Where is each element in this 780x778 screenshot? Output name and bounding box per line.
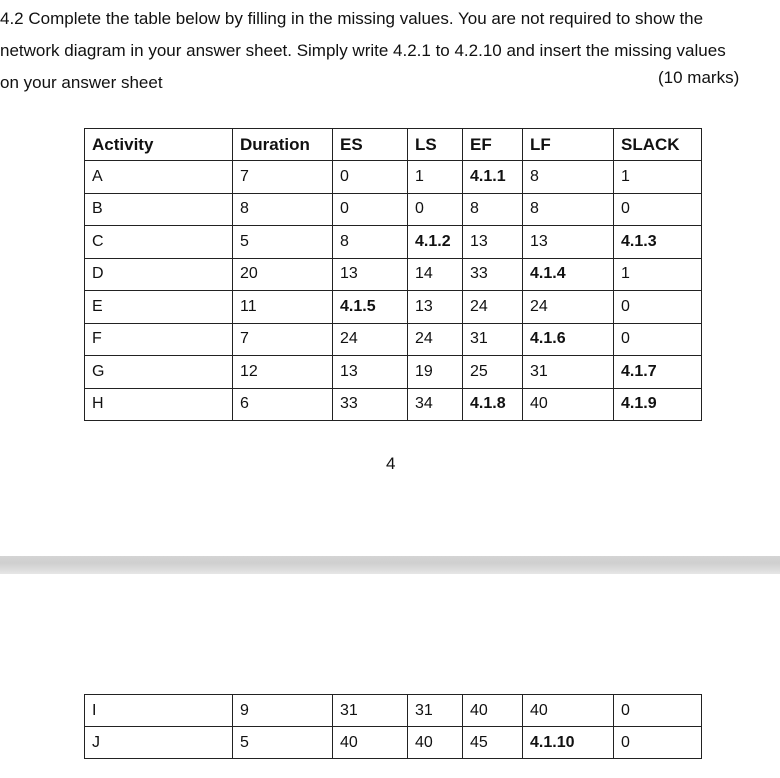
table-cell: 33 (333, 388, 408, 421)
table-cell: 13 (333, 356, 408, 389)
table-cell: B (85, 193, 233, 226)
header-cell: EF (463, 129, 523, 161)
header-cell: LS (408, 129, 463, 161)
table-cell: 34 (408, 388, 463, 421)
table-cell: 7 (233, 323, 333, 356)
table-cell: G (85, 356, 233, 389)
table-cell: 33 (463, 258, 523, 291)
table-cell: 1 (614, 258, 702, 291)
table-cell: C (85, 226, 233, 259)
table-cell: 1 (614, 161, 702, 194)
table-cell: 4.1.2 (408, 226, 463, 259)
table-row (85, 695, 702, 727)
table-cell: 8 (523, 161, 614, 194)
table-cell: 31 (333, 695, 408, 727)
header-cell: Duration (233, 129, 333, 161)
table-cell: 0 (614, 291, 702, 324)
table-row (85, 323, 702, 356)
table-cell: 24 (408, 323, 463, 356)
table-cell: 25 (463, 356, 523, 389)
table-cell: 1 (408, 161, 463, 194)
page-break (0, 556, 780, 574)
activity-table (84, 128, 702, 421)
table-cell: 5 (233, 727, 333, 759)
instruction-line: on your answer sheet (0, 73, 163, 92)
table-cell: 8 (463, 193, 523, 226)
header-cell: SLACK (614, 129, 702, 161)
table-cell: 45 (463, 727, 523, 759)
table-cell: 40 (408, 727, 463, 759)
table-row (85, 226, 702, 259)
table-cell: 13 (463, 226, 523, 259)
table-cell: 20 (233, 258, 333, 291)
table-cell: 31 (523, 356, 614, 389)
header-cell: Activity (85, 129, 233, 161)
table-cell: A (85, 161, 233, 194)
table-cell: 4.1.5 (333, 291, 408, 324)
table-cell: 4.1.10 (523, 727, 614, 759)
table-cell: 0 (614, 323, 702, 356)
table-cell: F (85, 323, 233, 356)
table-cell: 19 (408, 356, 463, 389)
table-cell: I (85, 695, 233, 727)
table-cell: 40 (523, 388, 614, 421)
table-cell: 5 (233, 226, 333, 259)
table-cell: J (85, 727, 233, 759)
table-cell: 14 (408, 258, 463, 291)
table-cell: 13 (523, 226, 614, 259)
table-cell: 24 (523, 291, 614, 324)
table-cell: 0 (333, 161, 408, 194)
table-row (85, 291, 702, 324)
table-cell: 4.1.8 (463, 388, 523, 421)
table-cell: 4.1.7 (614, 356, 702, 389)
table-row (85, 727, 702, 759)
instruction-line: 4.2 Complete the table below by filling in the missing values. You are not required to show the (0, 9, 704, 28)
table-cell: 13 (408, 291, 463, 324)
table-cell: 4.1.1 (463, 161, 523, 194)
table-row (85, 356, 702, 389)
table-cell: 24 (333, 323, 408, 356)
header-cell: ES (333, 129, 408, 161)
table-cell: 0 (333, 193, 408, 226)
table-cell: H (85, 388, 233, 421)
table-cell: 4.1.3 (614, 226, 702, 259)
table-cell: 31 (408, 695, 463, 727)
header-cell: LF (523, 129, 614, 161)
table-cell: 13 (333, 258, 408, 291)
table-cell: 40 (523, 695, 614, 727)
table-row (85, 161, 702, 194)
activity-table-continued (84, 694, 702, 759)
table-cell: 7 (233, 161, 333, 194)
table-cell: 8 (233, 193, 333, 226)
table-cell: 24 (463, 291, 523, 324)
table-cell: 11 (233, 291, 333, 324)
table-cell: 0 (614, 193, 702, 226)
table-cell: 31 (463, 323, 523, 356)
page-number: 4 (386, 454, 396, 473)
table-header-row (85, 129, 702, 161)
table-cell: 40 (333, 727, 408, 759)
table-cell: D (85, 258, 233, 291)
table-row (85, 388, 702, 421)
instruction-line: network diagram in your answer sheet. Simply write 4.2.1 to 4.2.10 and insert the missing values (0, 41, 726, 60)
table-cell: 12 (233, 356, 333, 389)
table-row (85, 193, 702, 226)
table-cell: 0 (614, 727, 702, 759)
table-cell: 0 (408, 193, 463, 226)
table-cell: 4.1.9 (614, 388, 702, 421)
table-cell: 0 (614, 695, 702, 727)
table-cell: 4.1.4 (523, 258, 614, 291)
table-cell: E (85, 291, 233, 324)
marks-label: (10 marks) (658, 68, 740, 87)
table-cell: 8 (523, 193, 614, 226)
table-cell: 6 (233, 388, 333, 421)
table-cell: 40 (463, 695, 523, 727)
table-cell: 9 (233, 695, 333, 727)
table-row (85, 258, 702, 291)
table-cell: 8 (333, 226, 408, 259)
table-cell: 4.1.6 (523, 323, 614, 356)
